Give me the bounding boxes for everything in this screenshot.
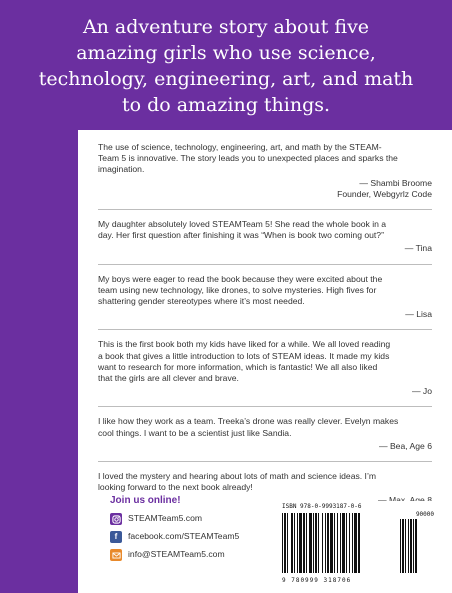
review-line: that the girls are all clever and brave.	[98, 373, 239, 384]
review-line: shattering gender stereotypes where it’s most needed.	[98, 296, 305, 307]
review-quote	[98, 339, 432, 397]
email-link[interactable]	[110, 547, 225, 563]
review-quote	[98, 219, 432, 255]
review-quote	[98, 416, 432, 452]
barcode-bars	[278, 509, 436, 575]
divider	[98, 329, 432, 330]
review-line: a book that gives a little introduction to lots of STEAM ideas. It made my kids	[98, 350, 390, 361]
review-line: cool things. I want to be a scientist just like Sandia.	[98, 427, 292, 438]
instagram-icon	[110, 513, 122, 525]
attribution-name: — Lisa	[405, 309, 432, 320]
review-line: day. Her first question after finishing it was “When is book two coming out?”	[98, 230, 384, 241]
divider	[98, 209, 432, 210]
review-attribution	[98, 243, 432, 254]
review-line: imagination.	[98, 164, 145, 175]
attribution-title: Founder, Webgyrlz Code	[337, 188, 432, 199]
review-quote	[98, 142, 432, 200]
barcode-number: 9 780999 318706	[282, 577, 352, 584]
divider	[98, 461, 432, 462]
tagline-line: amazing girls who use science,	[76, 42, 376, 64]
attribution-name: — Tina	[404, 243, 432, 254]
attribution-name: — Shambi Broome	[359, 177, 432, 188]
reviews-panel	[78, 130, 452, 593]
review-line: My daughter absolutely loved STEAMTeam 5! She read the whole book in a	[98, 219, 387, 230]
review-line: I loved the mystery and hearing about lots of math and science ideas. I’m	[98, 471, 377, 482]
attribution-name: — Bea, Age 6	[378, 440, 432, 451]
back-cover-footer	[98, 491, 432, 586]
review-line: team using new technology, like drones, to solve mysteries. High fives for	[98, 284, 377, 295]
review-line: This is the first book both my kids have liked for a while. We all loved reading	[98, 339, 391, 350]
facebook-icon: f	[110, 531, 122, 543]
review-attribution	[98, 178, 432, 200]
website-text: STEAMTeam5.com	[128, 513, 203, 524]
isbn-barcode	[278, 501, 436, 583]
divider	[98, 406, 432, 407]
isbn-text: ISBN 978-0-9993187-0-6	[282, 503, 362, 510]
review-quote	[98, 274, 432, 321]
facebook-link[interactable]	[110, 529, 239, 545]
divider	[98, 264, 432, 265]
website-link[interactable]	[110, 511, 202, 527]
cover-tagline	[0, 14, 452, 118]
review-line: looking forward to the next book already!	[98, 482, 253, 493]
review-attribution	[98, 441, 432, 452]
review-line: want to research for more information, which is fantastic! We all also liked	[98, 361, 378, 372]
review-line: Team 5 is innovative. The story leads you to unexpected places and sparks the	[98, 153, 398, 164]
tagline-line: to do amazing things.	[121, 94, 331, 116]
review-line: The use of science, technology, engineering, art, and math by the STEAM-	[98, 142, 382, 152]
email-text: info@STEAMTeam5.com	[128, 549, 225, 560]
join-us-heading: Join us online!	[110, 495, 181, 506]
review-attribution	[98, 309, 432, 320]
tagline-line: An adventure story about five	[82, 16, 370, 38]
price-code: 90000	[415, 511, 434, 518]
facebook-text: facebook.com/STEAMTeam5	[128, 531, 240, 542]
email-icon	[110, 549, 122, 561]
review-line: I like how they work as a team. Treeka’s drone was really clever. Evelyn makes	[98, 416, 399, 427]
review-line: My boys were eager to read the book because they were excited about the	[98, 273, 383, 284]
tagline-line: technology, engineering, art, and math	[38, 68, 414, 90]
attribution-name: — Jo	[411, 386, 432, 397]
review-attribution	[98, 386, 432, 397]
